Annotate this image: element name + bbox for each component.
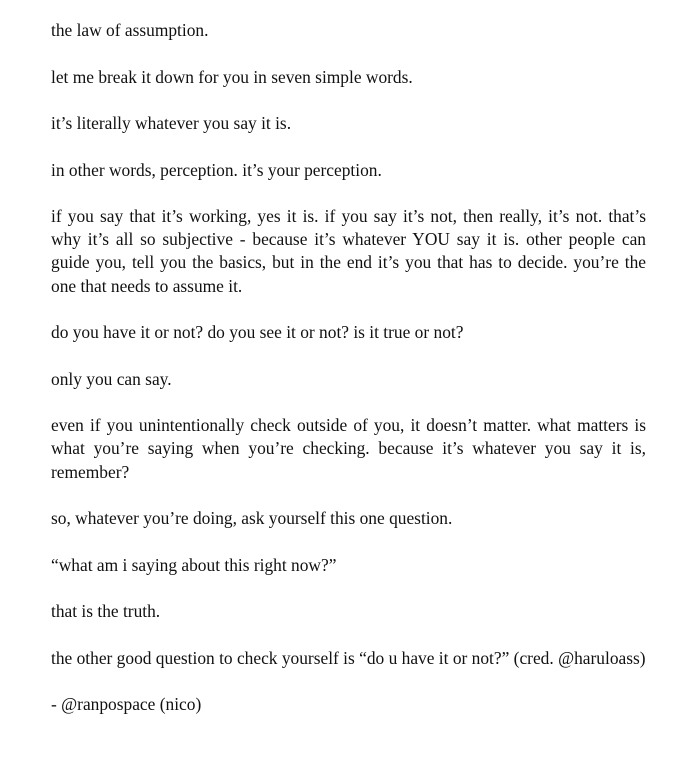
paragraph-7: even if you unintentionally check outside of you, it doesn’t matter. what matters is what you’re saying when you’re checking. because it’s whatever you say it is, remember? bbox=[51, 415, 646, 482]
paragraph-8: so, whatever you’re doing, ask yourself this one question. bbox=[51, 508, 453, 529]
paragraph-11: the other good question to check yourself is “do u have it or not?” (cred. @haruloass) bbox=[51, 647, 646, 668]
paragraph-3: in other words, perception. it’s your perception. bbox=[51, 159, 382, 180]
paragraph-5: do you have it or not? do you see it or not? is it true or not? bbox=[51, 322, 464, 343]
paragraph-1: let me break it down for you in seven simple words. bbox=[51, 66, 413, 87]
document-body bbox=[51, 19, 646, 716]
paragraph-2: it’s literally whatever you say it is. bbox=[51, 113, 292, 133]
paragraph-4: if you say that it’s working, yes it is. if you say it’s not, then really, it’s not. that’s why it’s all so subjective - because it’s whatever YOU say it is. other people can guide you, tell you the basics, but in the end it’s you that has to decide. you’re the one that needs to assume it. bbox=[51, 206, 646, 296]
paragraph-10: that is the truth. bbox=[51, 601, 161, 622]
paragraph-9: “what am i saying about this right now?” bbox=[51, 554, 337, 575]
document-title: the law of assumption. bbox=[51, 20, 209, 40]
signature: - @ranpospace (nico) bbox=[51, 694, 202, 715]
paragraph-6: only you can say. bbox=[51, 368, 172, 389]
